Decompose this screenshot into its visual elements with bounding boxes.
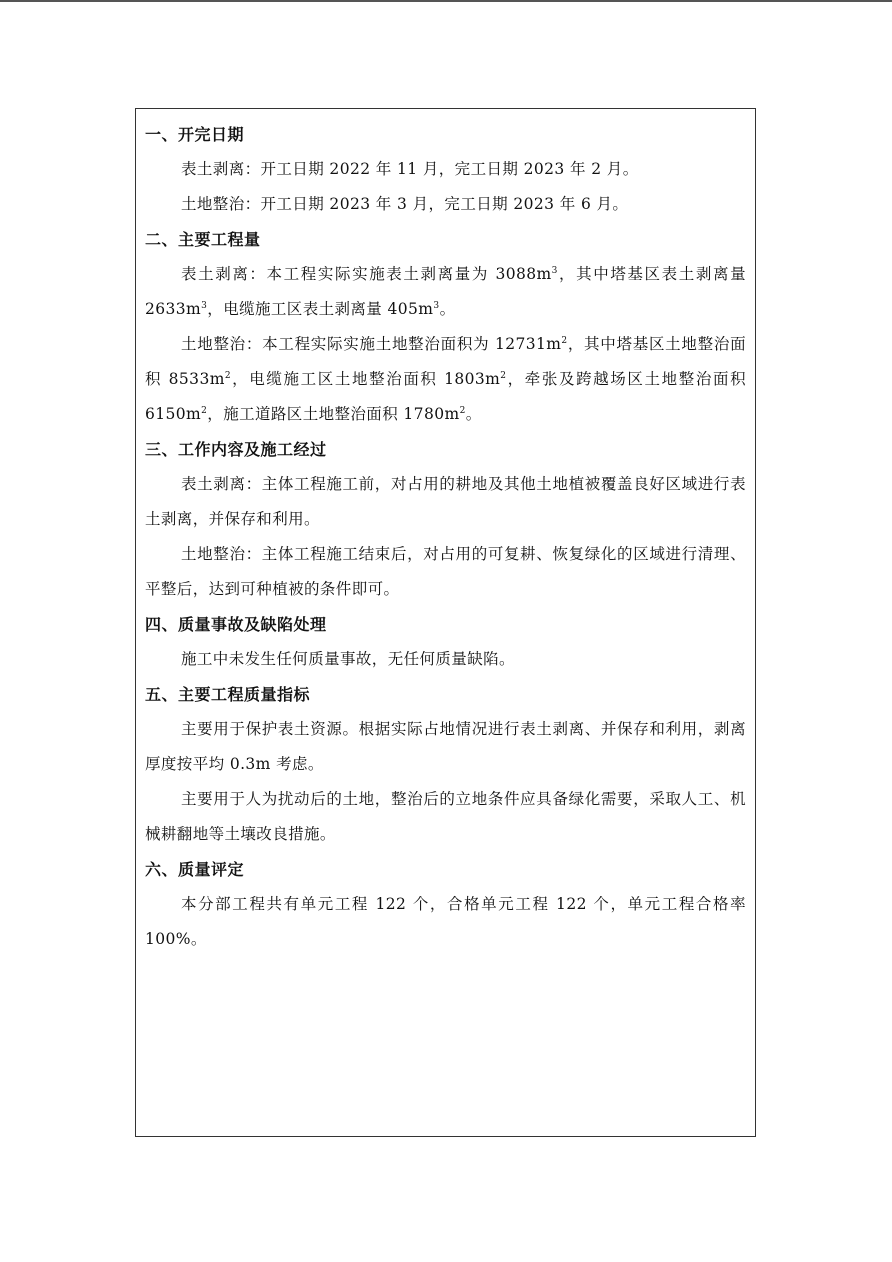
section-quality-assessment [145, 852, 746, 957]
paragraph: 土地整治：开工日期 2023 年 3 月，完工日期 2023 年 6 月。 [181, 195, 629, 213]
paragraph: 主要用于人为扰动后的土地，整治后的立地条件应具备绿化需要，采取人工、机械耕翻地等土壤改良措施。 [145, 790, 746, 843]
section-heading: 四、质量事故及缺陷处理 [145, 615, 327, 634]
paragraph: 表土剥离：本工程实际实施表土剥离量为 $3088m^3$，其中塔基区表土剥离量 $2633m^3$，电缆施工区表土剥离量 $405m^3$。 [145, 265, 746, 318]
section-heading: 六、质量评定 [145, 860, 245, 879]
report-frame [135, 108, 756, 1137]
paragraph: 土地整治：主体工程施工结束后，对占用的可复耕、恢复绿化的区域进行清理、平整后，达到可种植被的条件即可。 [145, 545, 746, 598]
section-work-content [145, 432, 746, 607]
section-quality-incidents [145, 607, 746, 677]
section-quality-indicators [145, 677, 746, 852]
paragraph: 主要用于保护表土资源。根据实际占地情况进行表土剥离、并保存和利用，剥离厚度按平均 0.3m 考虑。 [145, 720, 746, 773]
paragraph: 土地整治：本工程实际实施土地整治面积为 $12731m^2$，其中塔基区土地整治面积 $8533m^2$，电缆施工区土地整治面积 $1803m^2$，牵张及跨越场区土地整治面积 $6150m^2$，施工道路区土地整治面积 $1780m^2$。 [145, 335, 747, 423]
section-heading: 二、主要工程量 [145, 230, 261, 249]
paragraph: 本分部工程共有单元工程 122 个，合格单元工程 122 个，单元工程合格率 100%。 [145, 895, 746, 948]
top-page-rule [0, 0, 892, 2]
section-heading: 一、开完日期 [145, 125, 245, 144]
paragraph: 表土剥离：主体工程施工前，对占用的耕地及其他土地植被覆盖良好区域进行表土剥离，并保存和利用。 [145, 475, 746, 528]
section-start-end-dates [145, 117, 746, 222]
section-heading: 五、主要工程质量指标 [145, 685, 311, 704]
paragraph: 施工中未发生任何质量事故，无任何质量缺陷。 [181, 650, 515, 668]
paragraph: 表土剥离：开工日期 2022 年 11 月，完工日期 2023 年 2 月。 [181, 160, 639, 178]
section-heading: 三、工作内容及施工经过 [145, 440, 327, 459]
section-main-quantities [145, 222, 746, 432]
